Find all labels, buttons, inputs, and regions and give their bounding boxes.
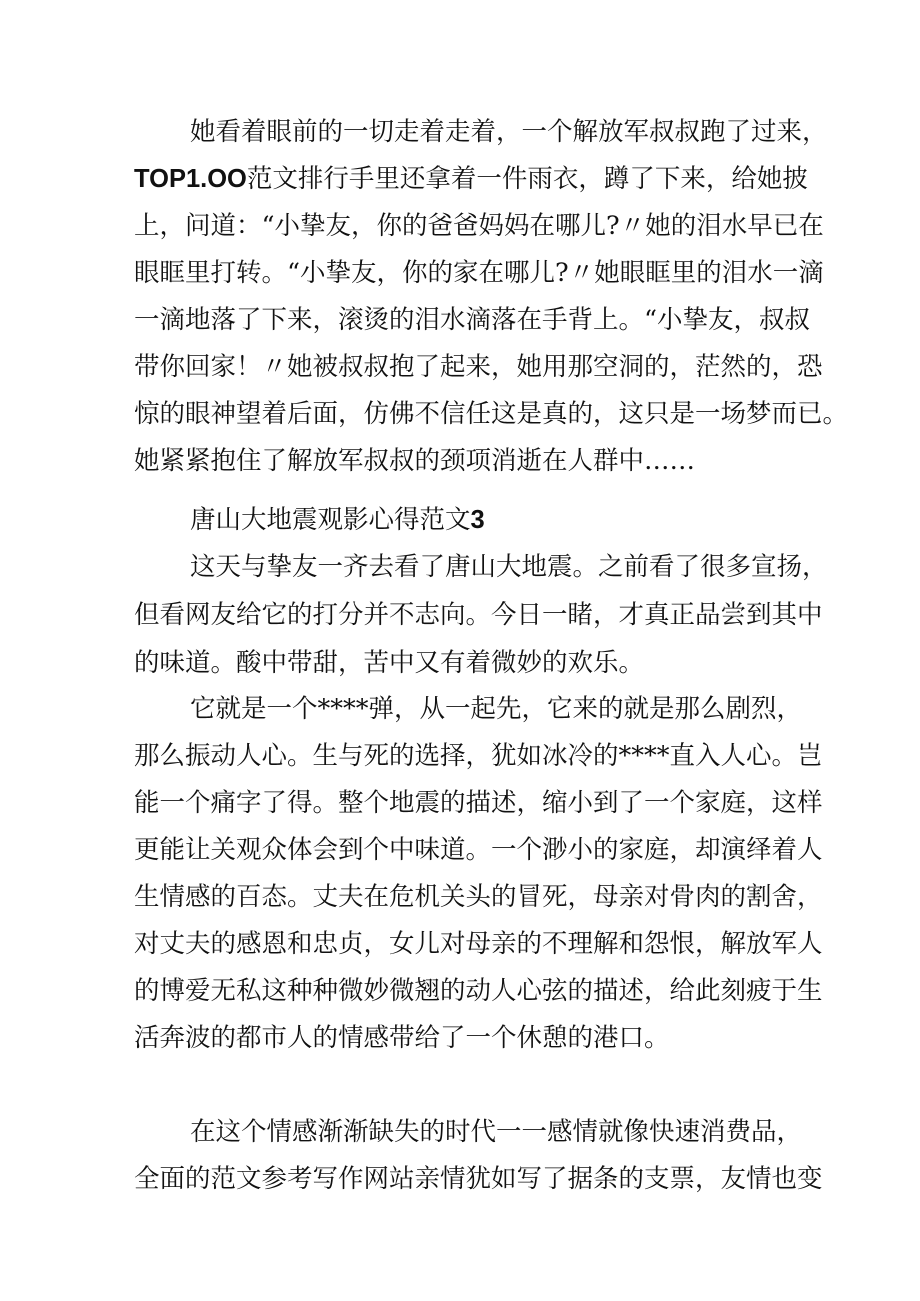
paragraph-line: 这天与挚友一齐去看了唐山大地震。之前看了很多宣扬， bbox=[190, 552, 828, 582]
paragraph-line-text: 范文排行手里还拿着一件雨衣，蹲了下来，给她披 bbox=[246, 164, 808, 194]
paragraph-line: 一滴地落了下来，滚烫的泪水滴落在手背上。“小挚友，叔叔 bbox=[134, 305, 811, 335]
paragraph-line: 它就是一个****弹，从一起先，它来的就是那么剧烈， bbox=[190, 694, 803, 724]
paragraph-line: 但看网友给它的打分并不志向。今日一睹，才真正品尝到其中 bbox=[134, 600, 823, 630]
paragraph-line: 惊的眼神望着后面，仿佛不信任这是真的，这只是一场梦而已。 bbox=[134, 399, 849, 429]
paragraph-line: 活奔波的都市人的情感带给了一个休憩的港口。 bbox=[134, 1023, 670, 1053]
heading-text: 唐山大地震观影心得范文 bbox=[190, 505, 471, 535]
watermark-text: TOP1.OO bbox=[134, 165, 247, 193]
paragraph-line: 更能让关观众体会到个中味道。一个渺小的家庭，却演绎着人 bbox=[134, 835, 823, 865]
paragraph-line: 生情感的百态。丈夫在危机关头的冒死，母亲对骨肉的割舍， bbox=[134, 882, 823, 912]
paragraph-line: 全面的范文参考写作网站亲情犹如写了据条的支票，友情也变 bbox=[134, 1164, 823, 1194]
paragraph-line: 那么振动人心。生与死的选择，犹如冰冷的****直入人心。岂 bbox=[134, 741, 823, 771]
paragraph-line: 的味道。酸中带甜，苦中又有着微妙的欢乐。 bbox=[134, 648, 645, 678]
paragraph-line: 带你回家！〃她被叔叔抱了起来，她用那空洞的，茫然的，恐 bbox=[134, 352, 823, 382]
heading-line bbox=[190, 498, 485, 542]
heading-number: 3 bbox=[470, 506, 485, 534]
paragraph-line: 对丈夫的感恩和忠贞，女儿对母亲的不理解和怨恨，解放军人 bbox=[134, 929, 823, 959]
paragraph-line: 她看着眼前的一切走着走着，一个解放军叔叔跑了过来， bbox=[190, 117, 828, 147]
paragraph-line: 在这个情感渐渐缺失的时代一一感情就像快速消费品， bbox=[190, 1117, 803, 1147]
paragraph-line: 的博爱无私这种种微妙微翘的动人心弦的描述，给此刻疲于生 bbox=[134, 976, 823, 1006]
paragraph-line: 能一个痛字了得。整个地震的描述，缩小到了一个家庭，这样 bbox=[134, 788, 823, 818]
paragraph-line: 眼眶里打转。“小挚友，你的家在哪儿?〃她眼眶里的泪水一滴 bbox=[134, 258, 824, 288]
paragraph-line bbox=[134, 157, 808, 201]
paragraph-line: 她紧紧抱住了解放军叔叔的颈项消逝在人群中…… bbox=[134, 446, 696, 476]
paragraph-line: 上，问道：“小挚友，你的爸爸妈妈在哪儿?〃她的泪水早已在 bbox=[134, 211, 824, 241]
